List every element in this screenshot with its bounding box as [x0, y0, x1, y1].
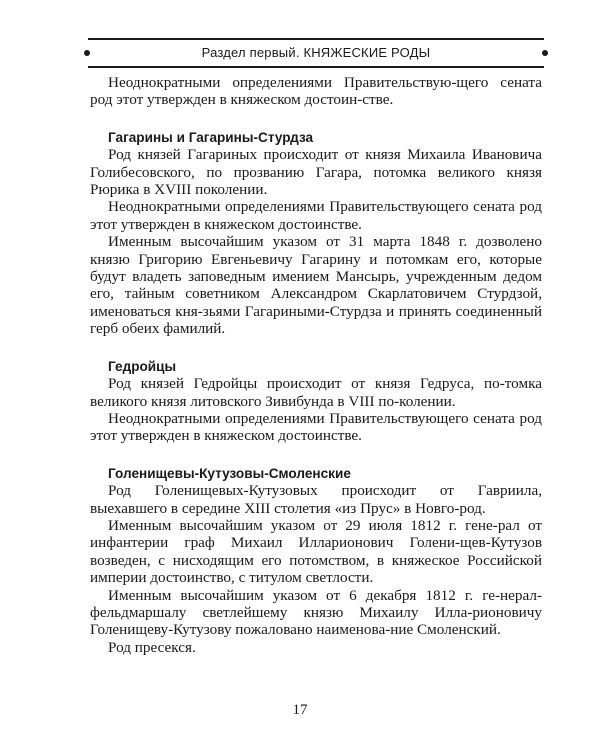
page-body [90, 74, 542, 656]
section-heading-golenishchevy-kutuzovy: Голенищевы-Кутузовы-Смоленские [108, 465, 351, 481]
section-heading-gedroitsy: Гедройцы [108, 358, 177, 374]
paragraph: Род Голенищевых-Кутузовых происходит от Гавриила, выехавшего в середине XIII столетия «из Прус» в Новго-род. [90, 482, 542, 517]
paragraph: Именным высочайшим указом от 6 декабря 1812 г. ге-нерал-фельдмаршалу светлейшему князю Михаилу Илла-рионовичу Голенищеву-Кутузову пожаловано наименова-ние Смоленский. [90, 586, 542, 639]
paragraph: Род князей Гагариных происходит от князя Михаила Ивановича Голибесовского, по прозванию Гагара, потомка великого князя Рюрика в XVIII поколении. [90, 146, 542, 199]
section-heading-gagariny: Гагарины и Гагарины-Стурдза [108, 129, 314, 145]
paragraph: Неоднократными определениями Правительствующего сената род этот утвержден в княжеском достоинстве. [90, 409, 542, 445]
paragraph: Неоднократными определениями Правительствую-щего сената род этот утвержден в княжеском достоин-стве. [90, 74, 542, 109]
paragraph: Род пресекся. [108, 638, 196, 656]
paragraph: Род князей Гедройцы происходит от князя Гедруса, по-томка великого князя литовского Зивибунда в VIII по-колении. [90, 375, 542, 410]
paragraph: Именным высочайшим указом от 31 марта 1848 г. дозволено князю Григорию Евгеньевичу Гагарину и потомкам его, которые будут владеть заповедным имением Мансырь, учрежденным дедом его, тайным советником Александром Скарлатовичем Стурдзой, именоваться кня-зьями Гагариными-Стурдза и принять соединенный герб обеих фамилий. [90, 233, 542, 338]
paragraph: Именным высочайшим указом от 29 июля 1812 г. гене-рал от инфантерии граф Михаил Илларионович Голени-щев-Кутузов возведен, с нисходящим его потомством, в княжеское Российской империи достоинство, с титулом светлости. [90, 516, 542, 587]
page-number: 17 [292, 702, 308, 718]
running-header: Раздел первый. КНЯЖЕСКИЕ РОДЫ [88, 38, 544, 68]
paragraph: Неоднократными определениями Правительствующего сената род этот утвержден в княжеском достоинстве. [90, 198, 542, 233]
